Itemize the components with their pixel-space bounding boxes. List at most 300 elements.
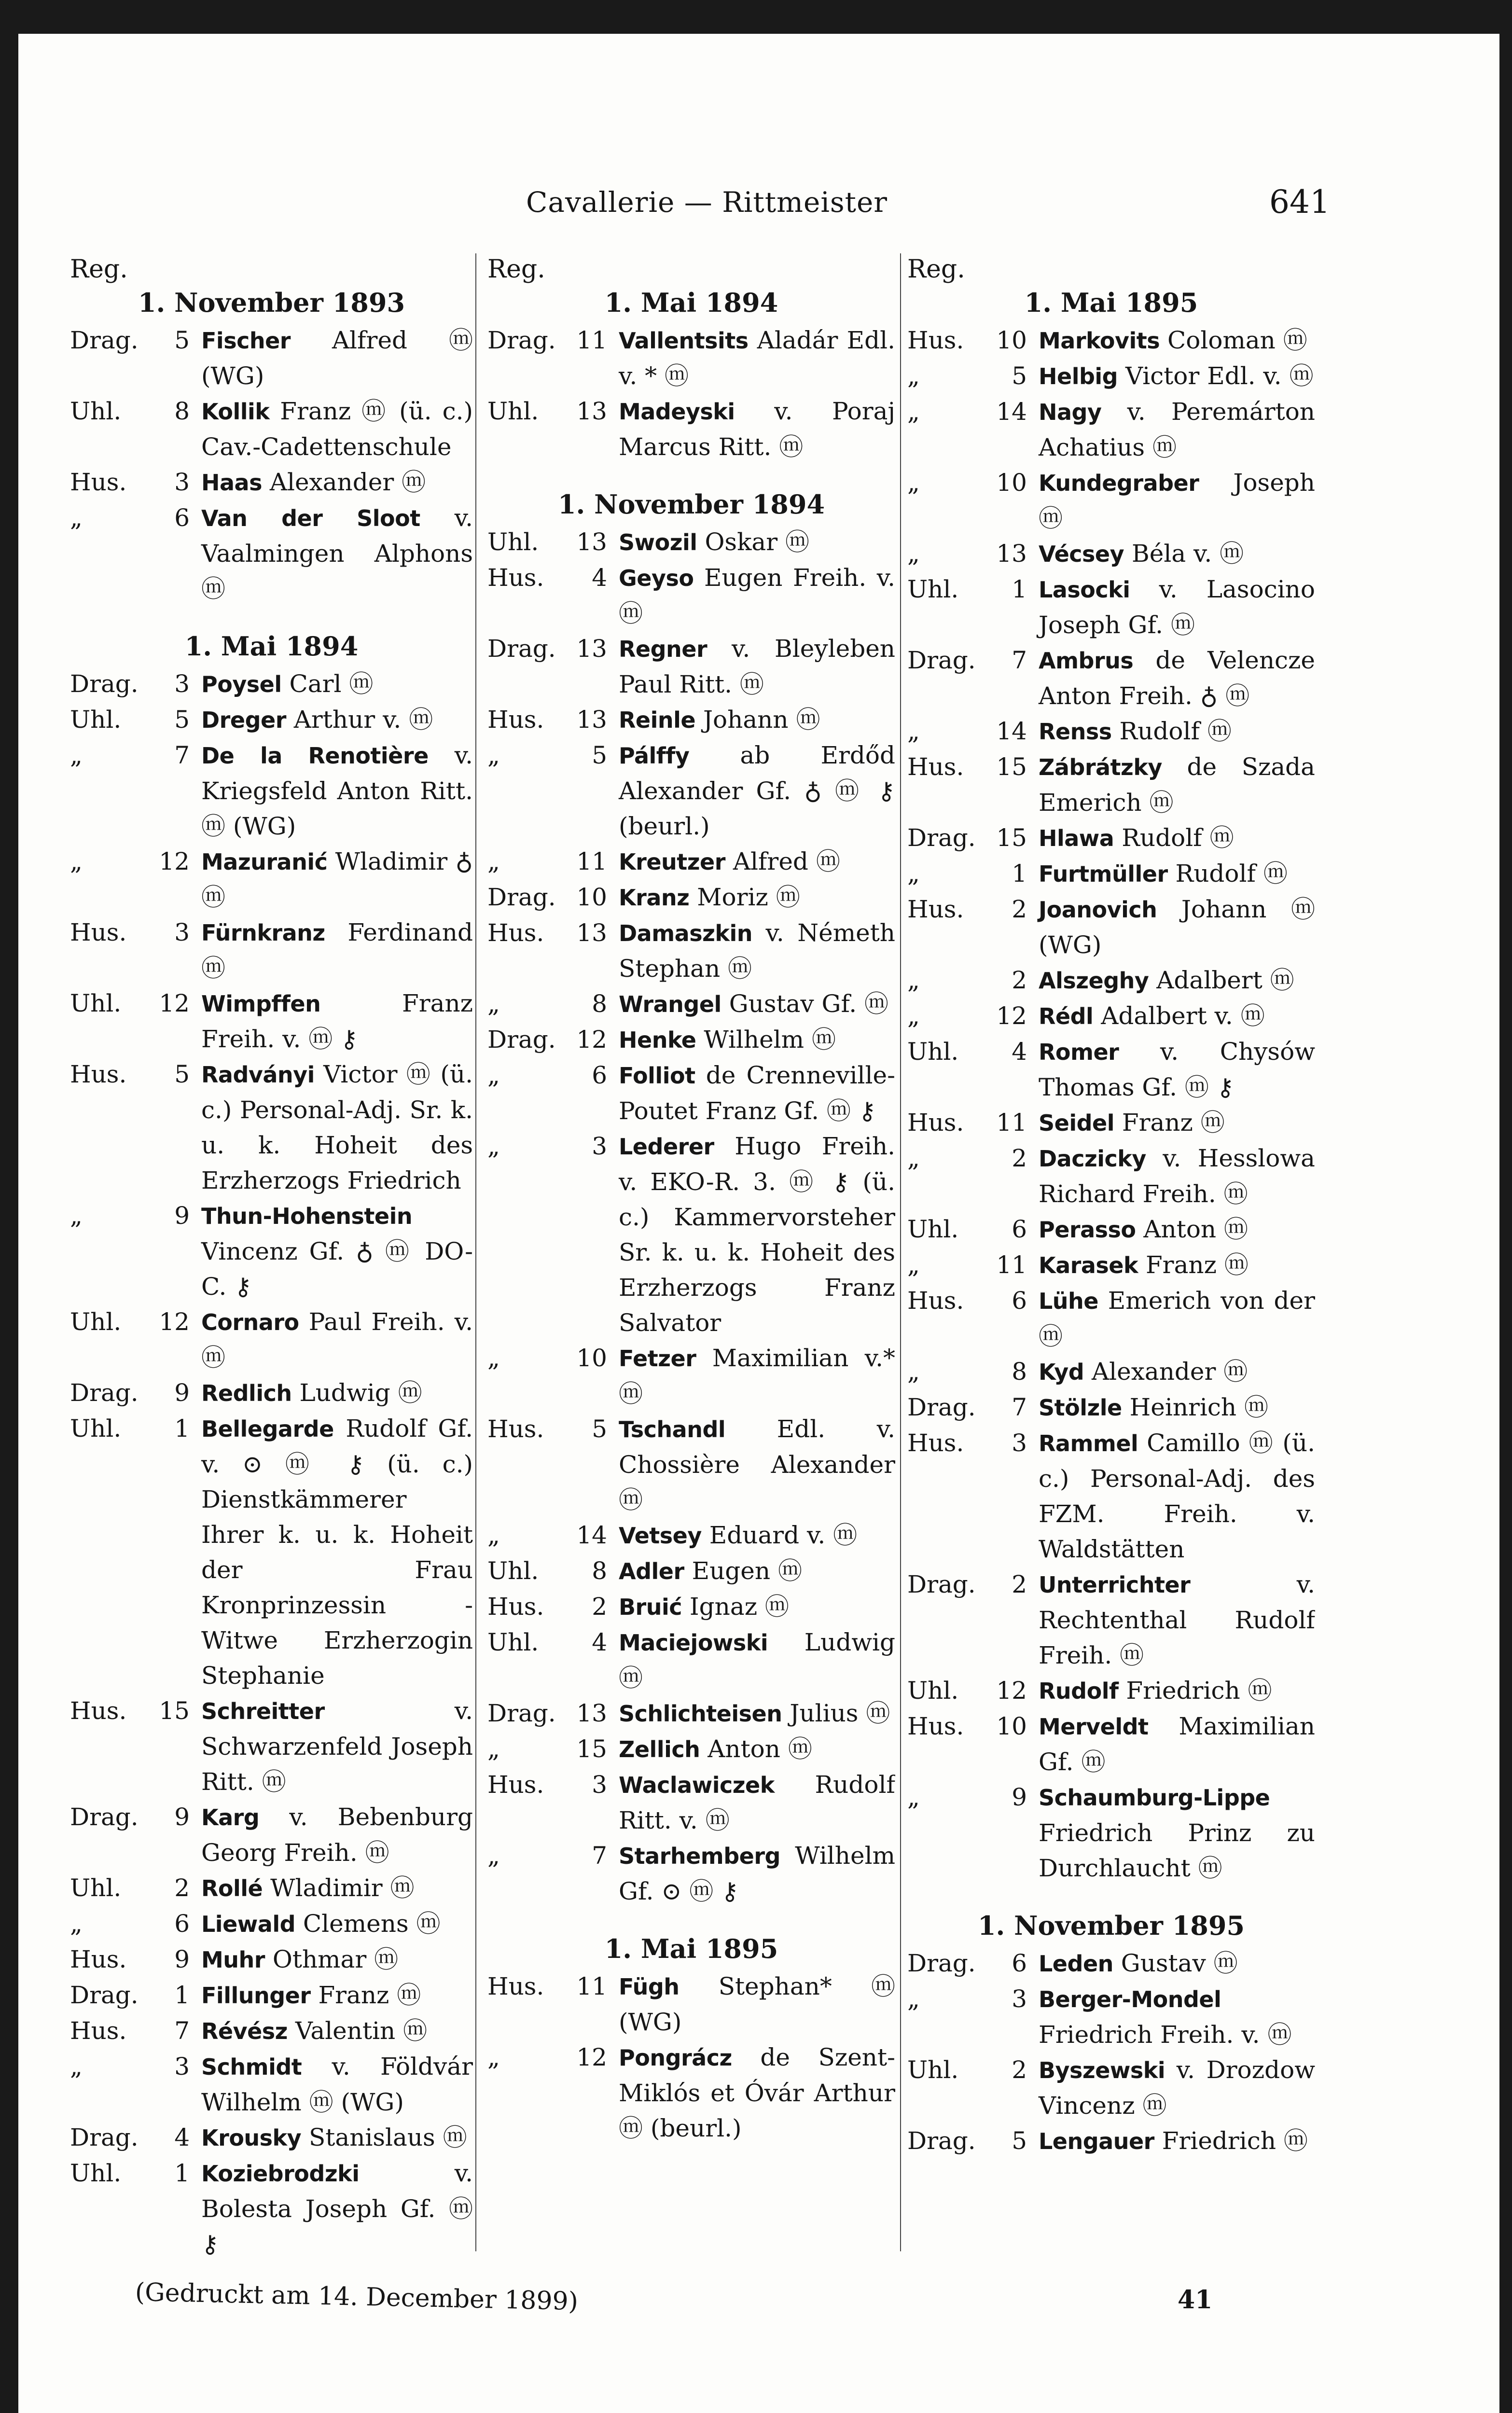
officer-entry <box>70 1871 473 1906</box>
officer-surname: Schmidt <box>201 2054 302 2080</box>
regiment-number: 6 <box>592 1061 607 1089</box>
officer-entry <box>907 572 1315 643</box>
regiment-number: 14 <box>996 398 1027 426</box>
regiment-number: 2 <box>1012 895 1027 923</box>
officer-text <box>619 1058 895 1129</box>
officer-surname: Rudolf <box>1039 1678 1119 1704</box>
officer-details: Wilhelm ⓜ <box>696 1026 836 1054</box>
officer-details: v. Poraj Marcus Ritt. ⓜ <box>619 397 895 461</box>
officer-surname: Krousky <box>201 2125 302 2151</box>
officer-details: Adalbert v. ⓜ <box>1093 1002 1265 1030</box>
officer-entry <box>70 702 473 738</box>
officer-text <box>619 1767 895 1838</box>
officer-entry <box>70 1304 473 1375</box>
officer-entry <box>487 986 895 1022</box>
officer-details: Gustav ⓜ <box>1113 1949 1238 1977</box>
regiment-number: 12 <box>159 989 190 1017</box>
officer-details: v. Németh Stephan ⓜ <box>619 919 895 983</box>
officer-surname: Karg <box>201 1804 260 1831</box>
officer-details: Franz ⓜ <box>1138 1251 1248 1279</box>
regiment-type: Hus. <box>907 1287 964 1315</box>
officer-details: de Szent-Miklós et Óvár Arthur ⓜ (beurl.) <box>619 2043 895 2142</box>
regiment-type: Uhl. <box>487 397 539 425</box>
officer-entry <box>487 1341 895 1412</box>
officer-entry <box>487 1589 895 1625</box>
regiment-number: 13 <box>576 397 607 425</box>
officer-surname: Van der Sloot <box>201 505 420 531</box>
regiment-number: 12 <box>996 1677 1027 1705</box>
officer-entry <box>907 963 1315 998</box>
officer-details: Rudolf Gf. v. ⊙ ⓜ ⚷ (ü. c.) Dienstkämmerer Ihrer k. u. k. Hoheit der Frau Kronprinzessin - Witwe Erzherzogin Stephanie <box>201 1415 473 1690</box>
regiment-type: „ <box>907 1251 920 1279</box>
officer-details: Alexander ⓜ <box>262 468 426 496</box>
regiment-type: Uhl. <box>907 2056 959 2084</box>
regiment-type: Drag. <box>487 1699 556 1727</box>
officer-text <box>619 738 895 844</box>
regiment-number: 4 <box>174 2123 190 2151</box>
officer-details: v. Hesslowa Richard Freih. ⓜ <box>1039 1144 1315 1208</box>
officer-entry <box>907 536 1315 572</box>
officer-surname: Adler <box>619 1558 684 1584</box>
officer-details: Maximilian v.* ⓜ <box>619 1344 895 1408</box>
officer-details: Adalbert ⓜ <box>1149 966 1294 994</box>
regiment-number: 1 <box>174 2159 190 2187</box>
regiment-number: 12 <box>576 2043 607 2071</box>
officer-entry <box>907 323 1315 359</box>
regiment-number: 3 <box>174 918 190 946</box>
regiment-number: 3 <box>174 670 190 698</box>
officer-entry <box>907 1390 1315 1426</box>
regiment-number: 2 <box>1012 2056 1027 2084</box>
officer-surname: Schreitter <box>201 1698 325 1724</box>
officer-details: Anton ⓜ <box>700 1735 812 1763</box>
officer-entry <box>487 631 895 702</box>
regiment-type: Uhl. <box>907 575 959 603</box>
officer-entry <box>487 915 895 986</box>
officer-entry <box>907 2123 1315 2159</box>
officer-entry <box>487 1767 895 1838</box>
officer-text <box>619 1518 895 1553</box>
regiment-number: 9 <box>174 1202 190 1230</box>
regiment-type: Uhl. <box>70 1415 122 1442</box>
officer-text <box>619 1696 895 1732</box>
regiment-type: Drag. <box>907 1570 976 1598</box>
officer-text <box>201 1057 473 1198</box>
regiment-number: 13 <box>576 1699 607 1727</box>
reg-column-label: Reg. <box>70 255 128 284</box>
regiment-type: Drag. <box>907 824 976 852</box>
officer-surname: Seidel <box>1039 1110 1114 1136</box>
officer-details: Alfred ⓜ <box>725 847 840 875</box>
officer-entry <box>70 2049 473 2120</box>
officer-text <box>1039 1354 1315 1390</box>
regiment-type: „ <box>487 1132 500 1160</box>
officer-text <box>201 465 473 500</box>
regiment-type: Uhl. <box>70 706 122 734</box>
officer-details: Ludwig ⓜ <box>291 1379 422 1407</box>
regiment-number: 5 <box>174 1060 190 1088</box>
regiment-type: „ <box>70 504 83 532</box>
regiment-type: Drag. <box>70 1379 139 1407</box>
officer-text <box>619 631 895 702</box>
officer-text <box>1039 1390 1315 1426</box>
regiment-number: 1 <box>174 1415 190 1442</box>
regiment-number: 8 <box>1012 1358 1027 1386</box>
officer-entry <box>907 1982 1315 2052</box>
regiment-type: „ <box>907 540 920 568</box>
officer-entry <box>487 525 895 560</box>
officer-entry <box>907 1034 1315 1105</box>
officer-text <box>1039 2052 1315 2123</box>
officer-text <box>619 880 895 915</box>
officer-surname: Lühe <box>1039 1288 1099 1314</box>
regiment-number: 13 <box>576 706 607 734</box>
officer-details: Alfred ⓜ (WG) <box>201 326 473 390</box>
officer-text <box>201 2156 473 2261</box>
regiment-type: Hus. <box>70 918 127 946</box>
column-rule <box>900 253 901 2251</box>
regiment-number: 9 <box>174 1379 190 1407</box>
officer-entry <box>907 1946 1315 1982</box>
officer-surname: Redlich <box>201 1380 292 1406</box>
officer-surname: Zellich <box>619 1736 700 1762</box>
running-header: Cavallerie — Rittmeister <box>526 186 888 219</box>
regiment-type: Drag. <box>907 646 976 674</box>
officer-text <box>1039 1982 1315 2052</box>
officer-details: ab Erdőd Alexander Gf. ♁ ⓜ ⚷ (beurl.) <box>619 741 895 840</box>
officer-details: Camillo ⓜ (ü. c.) Personal-Adj. des FZM. Freih. v. Waldstätten <box>1039 1429 1315 1563</box>
officer-entry <box>907 359 1315 394</box>
regiment-number: 15 <box>576 1735 607 1763</box>
regiment-type: Uhl. <box>70 989 122 1017</box>
regiment-type: Drag. <box>70 2123 139 2151</box>
officer-text <box>201 1198 473 1304</box>
officer-details: v. Bleyleben Paul Ritt. ⓜ <box>619 635 895 698</box>
officer-text <box>619 986 895 1022</box>
regiment-number: 1 <box>1012 575 1027 603</box>
officer-details: Eduard v. ⓜ <box>701 1521 858 1549</box>
officer-text <box>619 1553 895 1589</box>
officer-details: Johann ⓜ (WG) <box>1039 895 1315 959</box>
officer-surname: Radványi <box>201 1062 315 1088</box>
officer-details: Franz ⓜ <box>1114 1109 1225 1137</box>
officer-text <box>619 525 895 560</box>
officer-entry <box>487 1969 895 2040</box>
officer-text <box>619 1589 895 1625</box>
officer-surname: Pálffy <box>619 743 690 769</box>
officer-text <box>619 1341 895 1412</box>
regiment-number: 15 <box>996 824 1027 852</box>
officer-entry <box>70 986 473 1057</box>
officer-text <box>201 1800 473 1871</box>
officer-entry <box>487 844 895 880</box>
officer-surname: Regner <box>619 636 707 662</box>
officer-text <box>1039 820 1315 856</box>
officer-surname: Bellegarde <box>201 1416 334 1442</box>
section-date-heading: 1. Mai 1895 <box>604 1933 778 1964</box>
officer-details: Moriz ⓜ <box>689 883 800 911</box>
officer-surname: Haas <box>201 470 262 496</box>
officer-text <box>619 844 895 880</box>
officer-surname: Muhr <box>201 1947 265 1973</box>
officer-text <box>1039 1673 1315 1709</box>
regiment-number: 9 <box>174 1803 190 1831</box>
regiment-type: Hus. <box>70 1697 127 1725</box>
regiment-type: Hus. <box>487 706 544 734</box>
regiment-number: 11 <box>996 1251 1027 1279</box>
officer-details: Edl. v. Chossière Alexander ⓜ <box>619 1415 895 1514</box>
officer-surname: Berger-Mondel <box>1039 1986 1221 2012</box>
officer-entry <box>907 856 1315 892</box>
officer-surname: Kundegraber <box>1039 470 1199 496</box>
officer-surname: Schlichteisen <box>619 1701 782 1727</box>
officer-entry <box>487 1625 895 1696</box>
officer-surname: Fetzer <box>619 1345 696 1372</box>
officer-text <box>201 1942 473 1978</box>
officer-surname: Henke <box>619 1027 696 1053</box>
section-date-heading: 1. November 1893 <box>138 287 405 318</box>
officer-details: Ferdinand ⓜ <box>201 918 473 982</box>
officer-entry <box>907 1709 1315 1780</box>
regiment-number: 8 <box>592 1557 607 1585</box>
regiment-type: „ <box>487 1521 500 1549</box>
regiment-number: 7 <box>174 741 190 769</box>
officer-surname: Alszeghy <box>1039 968 1149 994</box>
regiment-number: 10 <box>576 883 607 911</box>
officer-details: Friedrich Prinz zu Durchlaucht ⓜ <box>1039 1819 1315 1882</box>
regiment-number: 15 <box>159 1697 190 1725</box>
officer-text <box>1039 465 1315 536</box>
officer-text <box>1039 1567 1315 1673</box>
officer-entry <box>487 1412 895 1518</box>
regiment-type: „ <box>907 1985 920 2013</box>
officer-surname: Helbig <box>1039 363 1118 389</box>
regiment-type: Drag. <box>70 1981 139 2009</box>
officer-details: de Crenneville-Poutet Franz Gf. ⓜ ⚷ <box>619 1061 895 1125</box>
regiment-type: Hus. <box>487 1972 544 2000</box>
officer-details: Franz ⓜ (ü. c.) Cav.-Cadettenschule <box>201 397 473 461</box>
regiment-number: 3 <box>592 1771 607 1799</box>
officer-text <box>1039 1105 1315 1141</box>
regiment-type: Drag. <box>70 326 139 354</box>
officer-surname: Furtmüller <box>1039 861 1168 887</box>
regiment-number: 7 <box>174 2017 190 2045</box>
officer-details: Paul Freih. v. ⓜ <box>201 1308 473 1372</box>
regiment-number: 10 <box>996 326 1027 354</box>
regiment-number: 11 <box>576 1972 607 2000</box>
officer-details: Oskar ⓜ <box>697 528 809 556</box>
officer-entry <box>70 1800 473 1871</box>
regiment-type: „ <box>487 1344 500 1372</box>
officer-text <box>201 2120 473 2156</box>
regiment-number: 4 <box>592 1628 607 1656</box>
regiment-type: „ <box>907 1783 920 1811</box>
officer-surname: Nagy <box>1039 399 1102 425</box>
officer-entry <box>70 915 473 986</box>
officer-surname: Lasocki <box>1039 577 1130 603</box>
regiment-type: Hus. <box>487 564 544 592</box>
regiment-type: „ <box>487 847 500 875</box>
regiment-number: 6 <box>174 504 190 532</box>
officer-surname: Pongrácz <box>619 2045 732 2071</box>
regiment-type: „ <box>907 717 920 745</box>
regiment-number: 14 <box>996 717 1027 745</box>
regiment-type: „ <box>487 1061 500 1089</box>
officer-entry <box>70 1978 473 2013</box>
officer-surname: Rollé <box>201 1875 263 1901</box>
officer-entry <box>907 1248 1315 1283</box>
officer-text <box>201 844 473 915</box>
regiment-number: 8 <box>174 397 190 425</box>
regiment-number: 2 <box>1012 1570 1027 1598</box>
officer-text <box>619 1129 895 1341</box>
officer-text <box>1039 1248 1315 1283</box>
officer-details: Vincenz Gf. ♁ ⓜ DO-C. ⚷ <box>201 1237 473 1301</box>
officer-text <box>1039 1426 1315 1567</box>
officer-entry <box>907 1212 1315 1248</box>
officer-surname: Wimpffen <box>201 991 321 1017</box>
officer-surname: Markovits <box>1039 328 1160 354</box>
regiment-number: 7 <box>1012 646 1027 674</box>
officer-entry <box>70 1375 473 1411</box>
officer-surname: Geyso <box>619 565 694 591</box>
regiment-number: 6 <box>174 1910 190 1938</box>
officer-surname: Vécsey <box>1039 541 1124 567</box>
officer-entry <box>487 1838 895 1909</box>
officer-entry <box>907 820 1315 856</box>
officer-details: Victor Edl. v. ⓜ <box>1118 362 1314 390</box>
officer-surname: Ambrus <box>1039 648 1134 674</box>
section-date-heading: 1. Mai 1895 <box>1024 287 1198 318</box>
officer-text <box>619 1022 895 1058</box>
officer-entry <box>907 1354 1315 1390</box>
regiment-number: 2 <box>592 1593 607 1621</box>
regiment-number: 5 <box>1012 362 1027 390</box>
officer-details: Carl ⓜ <box>281 670 374 698</box>
regiment-number: 14 <box>576 1521 607 1549</box>
officer-text <box>619 394 895 465</box>
officer-details: Anton ⓜ <box>1136 1215 1248 1243</box>
officer-text <box>1039 1212 1315 1248</box>
officer-text <box>201 915 473 986</box>
officer-entry <box>487 1058 895 1129</box>
regiment-number: 6 <box>1012 1287 1027 1315</box>
officer-entry <box>907 1105 1315 1141</box>
regiment-type: Uhl. <box>70 1874 122 1902</box>
officer-surname: Perasso <box>1039 1217 1136 1243</box>
officer-text <box>1039 963 1315 998</box>
officer-text <box>201 500 473 607</box>
officer-details: de Szada Emerich ⓜ <box>1039 753 1315 817</box>
officer-surname: De la Renotière <box>201 743 429 769</box>
officer-text <box>1039 856 1315 892</box>
officer-details: Franz Freih. v. ⓜ ⚷ <box>201 989 473 1053</box>
officer-details: Valentin ⓜ <box>287 2017 428 2045</box>
officer-text <box>619 915 895 986</box>
regiment-number: 11 <box>576 847 607 875</box>
officer-entry <box>907 394 1315 465</box>
officer-entry <box>487 1696 895 1732</box>
officer-text <box>619 560 895 631</box>
officer-entry <box>70 2156 473 2261</box>
scan-border-left <box>0 0 18 2413</box>
officer-surname: Karasek <box>1039 1252 1138 1278</box>
regiment-type: „ <box>487 990 500 1018</box>
regiment-number: 1 <box>174 1981 190 2009</box>
regiment-number: 10 <box>996 1712 1027 1740</box>
regiment-number: 5 <box>592 1415 607 1443</box>
officer-text <box>1039 1709 1315 1780</box>
officer-entry <box>907 892 1315 963</box>
regiment-type: Uhl. <box>70 2159 122 2187</box>
officer-surname: Koziebrodzki <box>201 2161 360 2187</box>
officer-surname: Schaumburg-Lippe <box>1039 1785 1270 1811</box>
officer-surname: Fürnkranz <box>201 920 325 946</box>
officer-entry <box>70 1411 473 1693</box>
section-date-heading: 1. Mai 1894 <box>184 631 359 662</box>
officer-details: Wladimir ⓜ <box>263 1874 415 1902</box>
officer-entry <box>907 998 1315 1034</box>
regiment-number: 3 <box>1012 1429 1027 1457</box>
officer-details: de Velencze Anton Freih. ♁ ⓜ <box>1039 646 1315 710</box>
officer-text <box>201 394 473 465</box>
officer-details: v. Vaalmingen Alphons ⓜ <box>201 504 473 603</box>
regiment-number: 13 <box>576 635 607 663</box>
officer-surname: Bruić <box>619 1594 682 1620</box>
regiment-type: „ <box>487 1735 500 1763</box>
officer-text <box>619 702 895 738</box>
officer-surname: Lederer <box>619 1134 714 1160</box>
officer-details: Eugen ⓜ <box>684 1557 802 1585</box>
officer-surname: Fischer <box>201 328 291 354</box>
regiment-number: 7 <box>1012 1393 1027 1421</box>
officer-surname: Byszewski <box>1039 2057 1165 2083</box>
officer-entry <box>487 560 895 631</box>
officer-entry <box>487 738 895 844</box>
regiment-number: 3 <box>592 1132 607 1160</box>
regiment-type: „ <box>907 1358 920 1386</box>
officer-entry <box>907 465 1315 536</box>
officer-details: Friedrich ⓜ <box>1154 2127 1308 2155</box>
officer-details: Emerich von der ⓜ <box>1039 1287 1315 1350</box>
regiment-number: 5 <box>1012 2127 1027 2155</box>
regiment-type: Hus. <box>907 753 964 781</box>
officer-surname: Tschandl <box>619 1416 726 1442</box>
column-2 <box>487 253 895 2261</box>
officer-details: Gustav Gf. ⓜ <box>721 990 889 1018</box>
regiment-type: Drag. <box>70 1803 139 1831</box>
officer-details: Coloman ⓜ <box>1160 326 1307 354</box>
officer-text <box>619 1732 895 1767</box>
officer-surname: Leden <box>1039 1951 1113 1977</box>
signature-number: 41 <box>1178 2285 1213 2315</box>
regiment-type: Drag. <box>487 635 556 663</box>
officer-entry <box>70 394 473 465</box>
officer-text <box>619 1625 895 1696</box>
regiment-number: 8 <box>592 990 607 1018</box>
officer-entry <box>487 394 895 465</box>
officer-entry <box>70 738 473 844</box>
scan-border-right <box>1499 0 1512 2413</box>
officer-surname: Hlawa <box>1039 825 1114 851</box>
officer-text <box>201 1906 473 1942</box>
regiment-number: 12 <box>159 847 190 875</box>
officer-surname: Zábrátzky <box>1039 754 1162 780</box>
officer-details: v. Lasocino Joseph Gf. ⓜ <box>1039 575 1315 639</box>
officer-details: v. Drozdow Vincenz ⓜ <box>1039 2056 1315 2120</box>
officer-surname: Kyd <box>1039 1359 1084 1385</box>
regiment-type: Drag. <box>907 1949 976 1977</box>
